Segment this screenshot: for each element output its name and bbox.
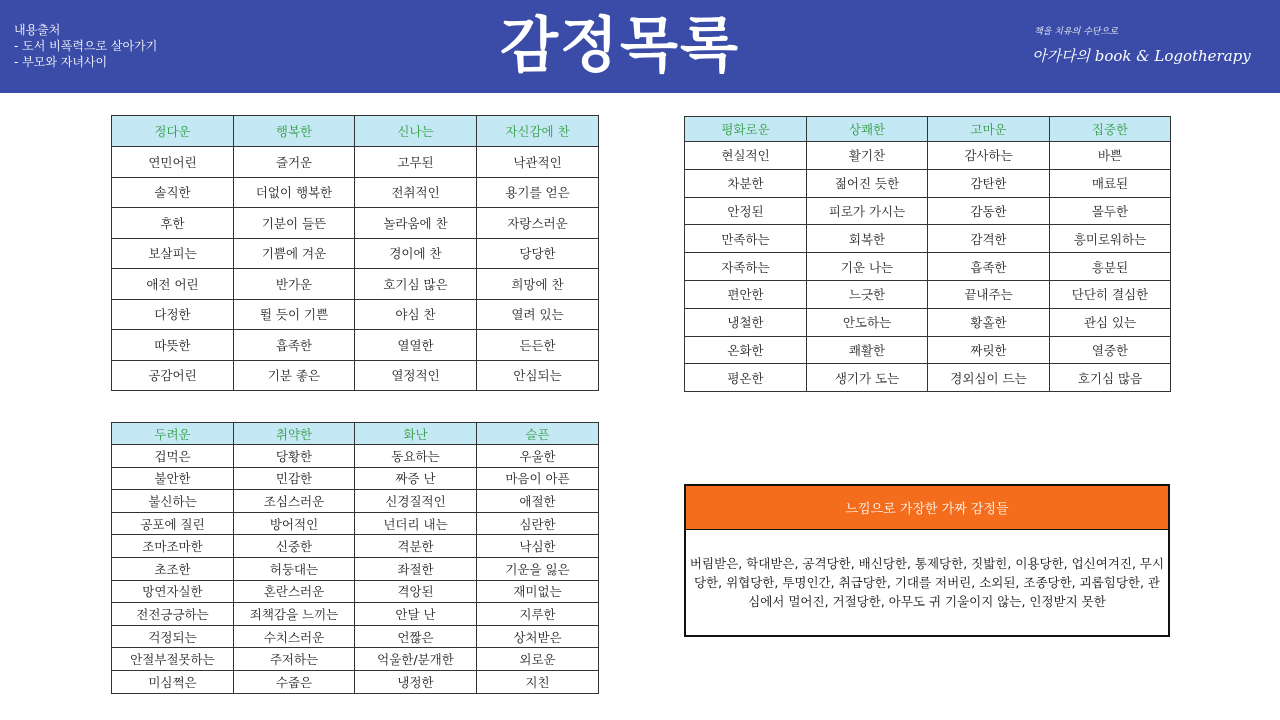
column-header: 신나는 xyxy=(355,116,477,147)
emotion-cell: 안절부절못하는 xyxy=(112,648,234,671)
emotion-cell: 흡족한 xyxy=(234,330,355,361)
emotion-cell: 낙심한 xyxy=(477,535,599,558)
emotion-cell: 초조한 xyxy=(112,557,234,580)
emotion-cell: 재미없는 xyxy=(477,580,599,603)
emotion-cell: 냉정한 xyxy=(355,670,477,693)
emotion-cell: 신경질적인 xyxy=(355,490,477,513)
table-row xyxy=(112,208,599,239)
emotion-cell: 격분한 xyxy=(355,535,477,558)
emotion-cell: 젊어진 듯한 xyxy=(807,169,928,197)
emotion-cell: 열려 있는 xyxy=(477,299,599,330)
table-row xyxy=(685,308,1171,336)
emotion-cell: 용기를 얻은 xyxy=(477,177,599,208)
emotion-cell: 기운 나는 xyxy=(807,253,928,281)
emotion-cell: 감격한 xyxy=(928,225,1050,253)
emotion-cell: 안도하는 xyxy=(807,308,928,336)
emotion-table-positive-1 xyxy=(111,115,599,391)
emotion-table-positive-2 xyxy=(684,116,1171,392)
emotion-cell: 고무된 xyxy=(355,147,477,178)
emotion-cell: 조마조마한 xyxy=(112,535,234,558)
table-row xyxy=(685,364,1171,392)
table-row xyxy=(112,648,599,671)
table-row xyxy=(112,445,599,468)
emotion-cell: 냉철한 xyxy=(685,308,807,336)
emotion-cell: 즐거운 xyxy=(234,147,355,178)
emotion-cell: 희망에 찬 xyxy=(477,269,599,300)
table-row xyxy=(685,280,1171,308)
emotion-cell: 몰두한 xyxy=(1050,197,1171,225)
emotion-cell: 조심스러운 xyxy=(234,490,355,513)
emotion-cell: 자족하는 xyxy=(685,253,807,281)
source-line: - 부모와 자녀사이 xyxy=(14,55,108,69)
emotion-cell: 공감어린 xyxy=(112,360,234,391)
emotion-cell: 황홀한 xyxy=(928,308,1050,336)
fake-feelings-title: 느낌으로 가장한 가짜 감정들 xyxy=(686,486,1168,530)
table-row xyxy=(112,603,599,626)
emotion-cell: 짜릿한 xyxy=(928,336,1050,364)
emotion-cell: 지친 xyxy=(477,670,599,693)
emotion-cell: 상처받은 xyxy=(477,625,599,648)
emotion-cell: 흡족한 xyxy=(928,253,1050,281)
column-header: 상쾌한 xyxy=(807,117,928,142)
column-header: 자신감에 찬 xyxy=(477,116,599,147)
table-row xyxy=(112,360,599,391)
emotion-cell: 열열한 xyxy=(355,330,477,361)
emotion-cell: 신중한 xyxy=(234,535,355,558)
emotion-cell: 허둥대는 xyxy=(234,557,355,580)
column-header: 취약한 xyxy=(234,423,355,445)
table-row xyxy=(112,269,599,300)
page-title: 감정목록 xyxy=(500,11,740,81)
emotion-cell: 기쁨에 겨운 xyxy=(234,238,355,269)
table-row xyxy=(112,177,599,208)
emotion-cell: 단단히 결심한 xyxy=(1050,280,1171,308)
column-header: 두려운 xyxy=(112,423,234,445)
emotion-cell: 다정한 xyxy=(112,299,234,330)
emotion-cell: 피로가 가시는 xyxy=(807,197,928,225)
column-header: 집중한 xyxy=(1050,117,1171,142)
emotion-cell: 편안한 xyxy=(685,280,807,308)
emotion-cell: 심란한 xyxy=(477,512,599,535)
emotion-cell: 안정된 xyxy=(685,197,807,225)
table-row xyxy=(685,225,1171,253)
emotion-cell: 열중한 xyxy=(1050,336,1171,364)
emotion-cell: 매료된 xyxy=(1050,169,1171,197)
emotion-cell: 호기심 많음 xyxy=(1050,364,1171,392)
source-line: 내용출처 xyxy=(14,23,61,37)
emotion-cell: 당당한 xyxy=(477,238,599,269)
table-row xyxy=(112,670,599,693)
emotion-cell: 격앙된 xyxy=(355,580,477,603)
emotion-cell: 따뜻한 xyxy=(112,330,234,361)
brand-block xyxy=(1032,24,1251,66)
emotion-cell: 수치스러운 xyxy=(234,625,355,648)
emotion-cell: 온화한 xyxy=(685,336,807,364)
emotion-cell: 흥분된 xyxy=(1050,253,1171,281)
fake-feelings-box xyxy=(684,484,1170,637)
emotion-cell: 솔직한 xyxy=(112,177,234,208)
emotion-cell: 안심되는 xyxy=(477,360,599,391)
emotion-cell: 관심 있는 xyxy=(1050,308,1171,336)
emotion-cell: 감탄한 xyxy=(928,169,1050,197)
emotion-cell: 전전긍긍하는 xyxy=(112,603,234,626)
emotion-cell: 수줍은 xyxy=(234,670,355,693)
emotion-cell: 미심쩍은 xyxy=(112,670,234,693)
emotion-cell: 차분한 xyxy=(685,169,807,197)
emotion-cell: 열정적인 xyxy=(355,360,477,391)
emotion-cell: 기운을 잃은 xyxy=(477,557,599,580)
emotion-cell: 억울한/분개한 xyxy=(355,648,477,671)
emotion-cell: 자랑스러운 xyxy=(477,208,599,239)
table-row xyxy=(685,169,1171,197)
emotion-cell: 호기심 많은 xyxy=(355,269,477,300)
emotion-cell: 끝내주는 xyxy=(928,280,1050,308)
table-row xyxy=(112,512,599,535)
emotion-cell: 기분이 들뜬 xyxy=(234,208,355,239)
emotion-cell: 바쁜 xyxy=(1050,142,1171,170)
table-row xyxy=(685,253,1171,281)
column-header: 행복한 xyxy=(234,116,355,147)
column-header: 화난 xyxy=(355,423,477,445)
emotion-cell: 생기가 도는 xyxy=(807,364,928,392)
emotion-cell: 경외심이 드는 xyxy=(928,364,1050,392)
emotion-cell: 넌더리 내는 xyxy=(355,512,477,535)
emotion-cell: 현실적인 xyxy=(685,142,807,170)
emotion-cell: 혼란스러운 xyxy=(234,580,355,603)
emotion-cell: 망연자실한 xyxy=(112,580,234,603)
emotion-cell: 쾌활한 xyxy=(807,336,928,364)
table-row xyxy=(112,467,599,490)
emotion-cell: 안달 난 xyxy=(355,603,477,626)
emotion-cell: 민감한 xyxy=(234,467,355,490)
emotion-cell: 뛸 듯이 기쁜 xyxy=(234,299,355,330)
emotion-cell: 애전 어린 xyxy=(112,269,234,300)
emotion-cell: 좌절한 xyxy=(355,557,477,580)
emotion-cell: 겁먹은 xyxy=(112,445,234,468)
emotion-cell: 언짢은 xyxy=(355,625,477,648)
emotion-cell: 외로운 xyxy=(477,648,599,671)
emotion-cell: 죄책감을 느끼는 xyxy=(234,603,355,626)
emotion-cell: 기분 좋은 xyxy=(234,360,355,391)
emotion-cell: 느긋한 xyxy=(807,280,928,308)
emotion-cell: 보살피는 xyxy=(112,238,234,269)
table-row xyxy=(685,197,1171,225)
emotion-cell: 반가운 xyxy=(234,269,355,300)
emotion-cell: 회복한 xyxy=(807,225,928,253)
table-row xyxy=(112,238,599,269)
emotion-cell: 불안한 xyxy=(112,467,234,490)
table-row xyxy=(112,557,599,580)
emotion-cell: 감사하는 xyxy=(928,142,1050,170)
emotion-cell: 야심 찬 xyxy=(355,299,477,330)
emotion-cell: 만족하는 xyxy=(685,225,807,253)
table-row xyxy=(112,330,599,361)
emotion-cell: 활기찬 xyxy=(807,142,928,170)
emotion-cell: 지루한 xyxy=(477,603,599,626)
table-row xyxy=(112,535,599,558)
table-row xyxy=(685,336,1171,364)
emotion-cell: 흥미로워하는 xyxy=(1050,225,1171,253)
emotion-cell: 당황한 xyxy=(234,445,355,468)
emotion-cell: 놀라움에 찬 xyxy=(355,208,477,239)
table-row xyxy=(112,580,599,603)
emotion-cell: 우울한 xyxy=(477,445,599,468)
table-row xyxy=(685,142,1171,170)
column-header: 평화로운 xyxy=(685,117,807,142)
emotion-cell: 든든한 xyxy=(477,330,599,361)
table-row xyxy=(112,625,599,648)
emotion-cell: 짜증 난 xyxy=(355,467,477,490)
emotion-cell: 더없이 행복한 xyxy=(234,177,355,208)
table-row xyxy=(112,147,599,178)
emotion-cell: 공포에 질린 xyxy=(112,512,234,535)
emotion-cell: 전취적인 xyxy=(355,177,477,208)
emotion-cell: 평온한 xyxy=(685,364,807,392)
emotion-cell: 동요하는 xyxy=(355,445,477,468)
brand-name: 아가다의 book & Logotherapy xyxy=(1032,47,1251,65)
fake-feelings-text: 버림받은, 학대받은, 공격당한, 배신당한, 통제당한, 짓밟힌, 이용당한, 업신여겨진, 무시당한, 위협당한, 투명인간, 취급당한, 기대를 저버린, 소외된, 조종당한, 괴롭힘당한, 관심에서 멀어진, 거절당한, 아무도 귀 기울이지 않는, 인정받지 못한 xyxy=(689,556,1165,609)
source-line: - 도서 비폭력으로 살아가기 xyxy=(14,39,158,53)
emotion-cell: 애절한 xyxy=(477,490,599,513)
emotion-cell: 주저하는 xyxy=(234,648,355,671)
emotion-cell: 연민어린 xyxy=(112,147,234,178)
emotion-table-negative xyxy=(111,422,599,694)
column-header: 슬픈 xyxy=(477,423,599,445)
emotion-cell: 후한 xyxy=(112,208,234,239)
table-row xyxy=(112,299,599,330)
emotion-cell: 마음이 아픈 xyxy=(477,467,599,490)
emotion-cell: 불신하는 xyxy=(112,490,234,513)
brand-tagline: 책을 치유의 수단으로 xyxy=(1034,27,1118,37)
emotion-cell: 방어적인 xyxy=(234,512,355,535)
emotion-cell: 걱정되는 xyxy=(112,625,234,648)
column-header: 정다운 xyxy=(112,116,234,147)
emotion-cell: 낙관적인 xyxy=(477,147,599,178)
column-header: 고마운 xyxy=(928,117,1050,142)
table-row xyxy=(112,490,599,513)
header-banner xyxy=(0,0,1280,93)
emotion-cell: 경이에 찬 xyxy=(355,238,477,269)
emotion-cell: 감동한 xyxy=(928,197,1050,225)
